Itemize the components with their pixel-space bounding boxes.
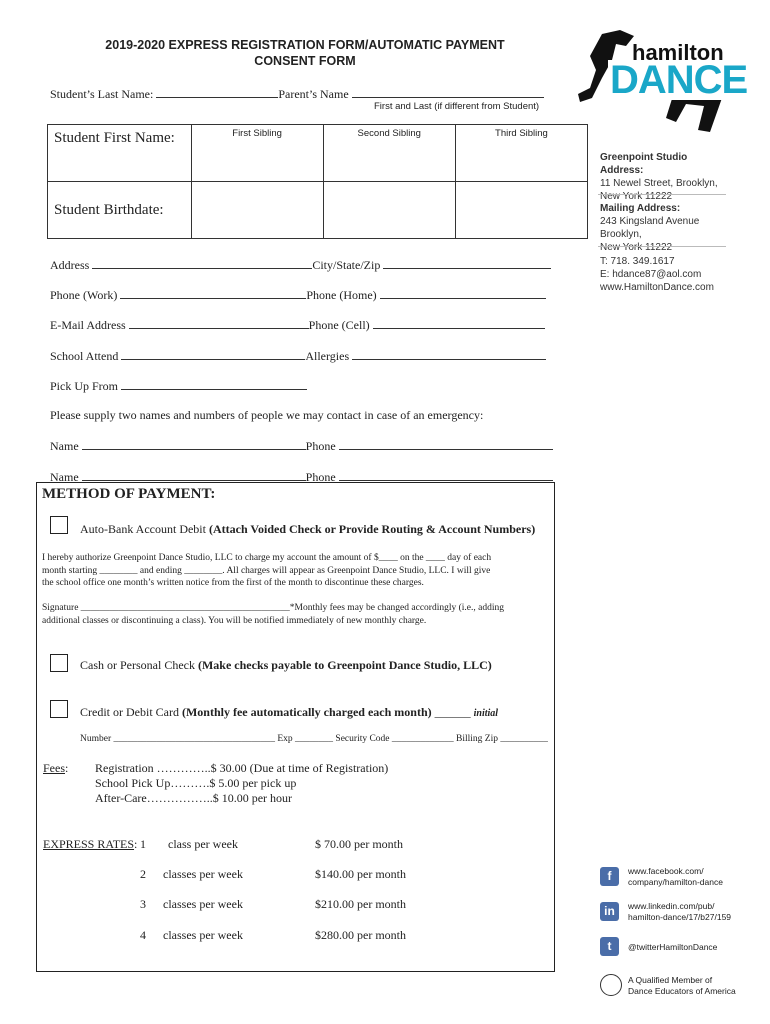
autobank-note: (Attach Voided Check or Provide Routing & Account Numbers): [208, 522, 536, 536]
contact-phone: T: 718. 349.1617: [600, 256, 675, 267]
card-label: Credit or Debit Card: [80, 705, 179, 719]
mailing-address-heading: Mailing Address:: [600, 203, 681, 214]
third-sibling-birthdate[interactable]: [455, 182, 587, 239]
rate-classes: classes per week: [163, 867, 243, 881]
student-birthdate-label: Student Birthdate:: [48, 182, 192, 239]
payment-heading: METHOD OF PAYMENT:: [42, 486, 216, 502]
city-state-zip-label: City/State/Zip: [312, 258, 381, 272]
facebook-link-line2: company/hamilton-dance: [628, 877, 723, 887]
pickup-label: Pick Up From: [50, 379, 119, 393]
phone-cell-field[interactable]: [373, 317, 545, 329]
email-field[interactable]: [129, 317, 309, 329]
student-first-name-label: Student First Name:: [48, 125, 192, 182]
school-field[interactable]: [121, 348, 305, 360]
phone-home-label: Phone (Home): [306, 288, 377, 302]
signature-text: [42, 602, 504, 627]
parent-name-field[interactable]: [352, 86, 544, 98]
authorization-text: [42, 552, 491, 590]
contact-email[interactable]: E: hdance87@aol.com: [600, 269, 702, 280]
emergency-name-field-2[interactable]: [82, 469, 306, 481]
hamilton-dance-logo: [572, 26, 748, 136]
first-sibling-birthdate[interactable]: [191, 182, 323, 239]
studio-address-heading: Greenpoint Studio Address:: [600, 152, 688, 176]
pickup-row: [50, 378, 307, 394]
mailing-address-line1: 243 Kingsland Avenue Brooklyn,: [600, 216, 700, 240]
address-field[interactable]: [92, 257, 312, 269]
allergies-label: Allergies: [305, 349, 350, 363]
rate-classes: class per week: [168, 837, 238, 851]
emergency-contact-1: [50, 438, 553, 454]
linkedin-link[interactable]: [628, 901, 731, 923]
emergency-phone-field-1[interactable]: [339, 438, 553, 450]
autobank-option: [80, 522, 535, 537]
card-note: (Monthly fee automatically charged each month): [181, 705, 432, 719]
student-last-name-field[interactable]: [156, 86, 278, 98]
twitter-icon[interactable]: t: [600, 937, 619, 956]
fee-after-care: After-Care……………..$ 10.00 per hour: [95, 791, 293, 805]
rate-count: 4: [140, 928, 146, 942]
student-last-name-row: [50, 86, 544, 102]
fees-label-wrap: [43, 761, 68, 776]
rate-count: 1: [140, 837, 146, 851]
phone-home-field[interactable]: [380, 287, 546, 299]
rate-classes: classes per week: [163, 928, 243, 942]
rate-count: 3: [140, 897, 146, 911]
card-option: [80, 705, 498, 720]
school-label: School Attend: [50, 349, 119, 363]
rate-price: $210.00 per month: [315, 897, 406, 911]
email-row: [50, 317, 545, 333]
phone-work-label: Phone (Work): [50, 288, 118, 302]
rate-price: $280.00 per month: [315, 928, 406, 942]
second-sibling-cell[interactable]: Second Sibling: [323, 125, 455, 182]
autobank-label: Auto-Bank Account Debit: [80, 522, 206, 536]
emergency-name-label: Name: [50, 439, 79, 453]
emergency-name-label: Name: [50, 470, 79, 484]
studio-address-line1: 11 Newel Street, Brooklyn,: [600, 178, 718, 189]
fee-registration: Registration …………..$ 30.00 (Due at time of Registration): [95, 761, 389, 775]
city-state-zip-field[interactable]: [383, 257, 551, 269]
rate-price: $ 70.00 per month: [315, 837, 403, 851]
fees-colon: :: [65, 761, 69, 775]
emergency-note: Please supply two names and numbers of people we may contact in case of an emergency:: [50, 408, 484, 422]
card-initial-field[interactable]: ______: [434, 705, 471, 719]
dea-membership-line2: Dance Educators of America: [628, 986, 736, 996]
third-sibling-cell[interactable]: Third Sibling: [455, 125, 587, 182]
rate-row: [140, 928, 146, 943]
second-sibling-birthdate[interactable]: [323, 182, 455, 239]
cash-note: (Make checks payable to Greenpoint Dance Studio, LLC): [197, 658, 492, 672]
dea-membership-line1: A Qualified Member of: [628, 975, 713, 985]
cash-label: Cash or Personal Check: [80, 658, 195, 672]
first-sibling-cell[interactable]: First Sibling: [191, 125, 323, 182]
pickup-field[interactable]: [121, 378, 307, 390]
express-rates-label: EXPRESS RATES: [43, 837, 135, 851]
form-title-line2: CONSENT FORM: [254, 54, 356, 68]
rate-classes: classes per week: [163, 897, 243, 911]
twitter-link[interactable]: @twitterHamiltonDance: [628, 942, 718, 952]
rate-row: [140, 837, 146, 852]
linkedin-icon[interactable]: in: [600, 902, 619, 921]
card-checkbox[interactable]: [50, 700, 68, 718]
parent-name-label: Parent’s Name: [278, 87, 349, 101]
authorization-line-2: month starting ________ and ending ________. All charges will appear as Greenpoint Dance Studio, LLC. I will give: [42, 565, 491, 576]
signature-line-1[interactable]: Signature ____________________________________________*Monthly fees may be changed accordingly (i.e., adding: [42, 603, 504, 613]
autobank-checkbox[interactable]: [50, 516, 68, 534]
contact-info: [600, 255, 730, 294]
facebook-link[interactable]: [628, 866, 723, 888]
phone-row: [50, 287, 546, 303]
card-initial-label: initial: [473, 708, 499, 719]
mailing-address-line2: New York 11222: [600, 242, 673, 253]
contact-website[interactable]: www.HamiltonDance.com: [600, 282, 714, 293]
logo-text-top: hamilton: [632, 40, 724, 65]
rate-count: 2: [140, 867, 146, 881]
cash-option: [80, 658, 492, 673]
card-details[interactable]: Number __________________________________ Exp ________ Security Code _____________ Billing Zip __________: [80, 734, 548, 744]
express-rates-colon: :: [134, 837, 138, 851]
authorization-line-3: the school office one month’s written notice from the first of the month to discontinue these charges.: [42, 578, 424, 588]
allergies-field[interactable]: [352, 348, 546, 360]
facebook-link-line1: www.facebook.com/: [628, 866, 704, 876]
student-sibling-table: [47, 124, 588, 239]
dea-membership: [628, 975, 736, 997]
phone-cell-label: Phone (Cell): [308, 318, 370, 332]
signature-line-2: additional classes or discontinuing a class). You will be notified immediately of new monthly charge.: [42, 615, 427, 626]
fees-label: Fees: [43, 761, 65, 775]
form-title-line1: 2019-2020 EXPRESS REGISTRATION FORM/AUTOMATIC PAYMENT: [105, 38, 505, 52]
emergency-phone-label: Phone: [305, 470, 336, 484]
logo-text-bottom: DANCE: [610, 58, 748, 102]
linkedin-link-line2: hamilton-dance/17/b27/159: [628, 912, 732, 922]
studio-address: [600, 151, 726, 203]
facebook-icon[interactable]: f: [600, 867, 619, 886]
cash-checkbox[interactable]: [50, 654, 68, 672]
rate-row: [140, 897, 146, 912]
rate-row: [140, 867, 146, 882]
school-row: [50, 348, 546, 364]
parent-name-note: First and Last (if different from Student): [374, 101, 540, 112]
emergency-name-field-1[interactable]: [82, 438, 306, 450]
address-label: Address: [50, 258, 90, 272]
emergency-phone-field-2[interactable]: [339, 469, 553, 481]
authorization-line-1: I hereby authorize Greenpoint Dance Studio, LLC to charge my account the amount of $____ on the ____ day of each: [42, 553, 492, 563]
sidebar-divider: [598, 246, 726, 247]
rate-price: $140.00 per month: [315, 867, 406, 881]
studio-address-line2: New York 11222: [600, 191, 673, 202]
student-last-name-label: Student’s Last Name:: [50, 87, 154, 101]
linkedin-link-line1: www.linkedin.com/pub/: [628, 901, 715, 911]
form-title: [40, 37, 570, 69]
fees-list: [95, 761, 388, 806]
dea-seal-icon: [600, 974, 622, 996]
express-rates-label-wrap: [43, 837, 137, 852]
email-label: E-Mail Address: [50, 318, 126, 332]
phone-work-field[interactable]: [120, 287, 306, 299]
sidebar-divider: [598, 194, 726, 195]
address-row: [50, 257, 551, 273]
emergency-phone-label: Phone: [305, 439, 336, 453]
fee-school-pickup: School Pick Up……….$ 5.00 per pick up: [95, 776, 297, 790]
